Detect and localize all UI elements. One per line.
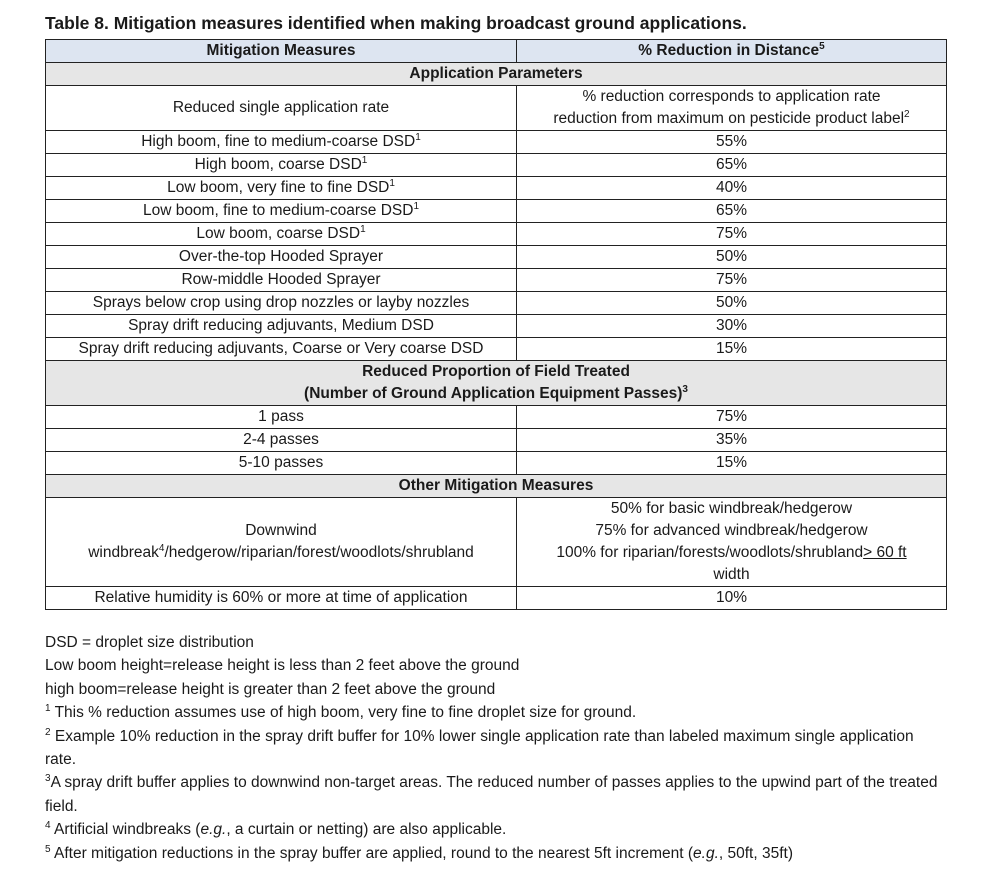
measure-cell: Spray drift reducing adjuvants, Coarse or Very coarse DSD xyxy=(46,338,517,361)
reduction-cell: 65% xyxy=(517,200,947,223)
table-row xyxy=(46,269,947,292)
footnote-2: $^2$ Example 10% reduction in the spray drift buffer for 10% lower single application rate than labeled maximum single application rate. xyxy=(45,726,914,769)
measure-cell: Spray drift reducing adjuvants, Medium DSD xyxy=(46,315,517,338)
reduction-cell: 50% xyxy=(517,292,947,315)
reduction-cell: 50% xyxy=(517,246,947,269)
table-row xyxy=(46,246,947,269)
reduction-cell: 50% for basic windbreak/hedgerow 75% for advanced windbreak/hedgerow 100% for riparian/forests/woodlots/shrubland> 60 ft width xyxy=(517,498,947,587)
note-low-boom: Low boom height=release height is less than 2 feet above the ground xyxy=(45,657,520,675)
table-row-humidity xyxy=(46,587,947,610)
measure-cell: 5-10 passes xyxy=(46,452,517,475)
measure-cell: High boom, fine to medium-coarse DSD$^1$ xyxy=(46,131,517,154)
table-row-reduced-rate xyxy=(46,86,947,131)
table-row xyxy=(46,154,947,177)
reduction-cell: 10% xyxy=(517,587,947,610)
reduction-cell: 35% xyxy=(517,429,947,452)
footnote-5: $^5$ After mitigation reductions in the spray buffer are applied, round to the nearest 5ft increment (e.g., 50ft, 35ft) xyxy=(45,843,793,862)
table-row xyxy=(46,315,947,338)
table-row xyxy=(46,223,947,246)
footnote-3: $^3$A spray drift buffer applies to downwind non-target areas. The reduced number of passes applies to the upwind part of the treated field. xyxy=(45,773,938,815)
measure-cell: Sprays below crop using drop nozzles or layby nozzles xyxy=(46,292,517,315)
table-row xyxy=(46,131,947,154)
note-dsd: DSD = droplet size distribution xyxy=(45,634,254,651)
mitigation-table xyxy=(45,39,947,610)
measure-cell: Low boom, very fine to fine DSD$^1$ xyxy=(46,177,517,200)
table-header-row xyxy=(46,40,947,63)
measure-cell: Relative humidity is 60% or more at time of application xyxy=(46,587,517,610)
reduction-cell: 15% xyxy=(517,338,947,361)
table-title: Table 8. Mitigation measures identified when making broadcast ground applications. xyxy=(45,13,747,33)
table-notes xyxy=(45,631,945,865)
measure-cell: Reduced single application rate xyxy=(46,86,517,131)
table-row xyxy=(46,200,947,223)
reduction-cell: 75% xyxy=(517,223,947,246)
reduction-cell: 55% xyxy=(517,131,947,154)
measure-cell: Low boom, coarse DSD$^1$ xyxy=(46,223,517,246)
table-row xyxy=(46,452,947,475)
reduction-cell: 75% xyxy=(517,406,947,429)
reduction-cell: 15% xyxy=(517,452,947,475)
table-row xyxy=(46,292,947,315)
measure-cell: Row-middle Hooded Sprayer xyxy=(46,269,517,292)
note-high-boom: high boom=release height is greater than 2 feet above the ground xyxy=(45,680,496,698)
table-row xyxy=(46,429,947,452)
table-row-windbreak xyxy=(46,498,947,587)
header-mitigation-measures: Mitigation Measures xyxy=(46,40,517,63)
footnote-4: $^4$ Artificial windbreaks (e.g., a curtain or netting) are also applicable. xyxy=(45,820,507,839)
reduction-cell: 40% xyxy=(517,177,947,200)
reduction-cell: 65% xyxy=(517,154,947,177)
section-header-other-mitigation: Other Mitigation Measures xyxy=(46,475,947,498)
footnote-1: $^1$ This % reduction assumes use of high boom, very fine to fine droplet size for ground. xyxy=(45,703,637,722)
reduction-cell: % reduction corresponds to application rate reduction from maximum on pesticide product label$^2$ xyxy=(517,86,947,131)
header-reduction-distance: % Reduction in Distance$^5$ xyxy=(517,40,947,63)
table-row xyxy=(46,177,947,200)
reduction-cell: 30% xyxy=(517,315,947,338)
measure-cell: Low boom, fine to medium-coarse DSD$^1$ xyxy=(46,200,517,223)
measure-cell: Downwind windbreak$^4$/hedgerow/riparian/forest/woodlots/shrubland xyxy=(46,498,517,587)
measure-cell: High boom, coarse DSD$^1$ xyxy=(46,154,517,177)
section-header-field-treated: Reduced Proportion of Field Treated (Number of Ground Application Equipment Passes)$^3$ xyxy=(46,361,947,406)
table-row xyxy=(46,338,947,361)
measure-cell: 1 pass xyxy=(46,406,517,429)
table-row xyxy=(46,406,947,429)
measure-cell: 2-4 passes xyxy=(46,429,517,452)
reduction-cell: 75% xyxy=(517,269,947,292)
section-header-application-parameters: Application Parameters xyxy=(46,63,947,86)
measure-cell: Over-the-top Hooded Sprayer xyxy=(46,246,517,269)
